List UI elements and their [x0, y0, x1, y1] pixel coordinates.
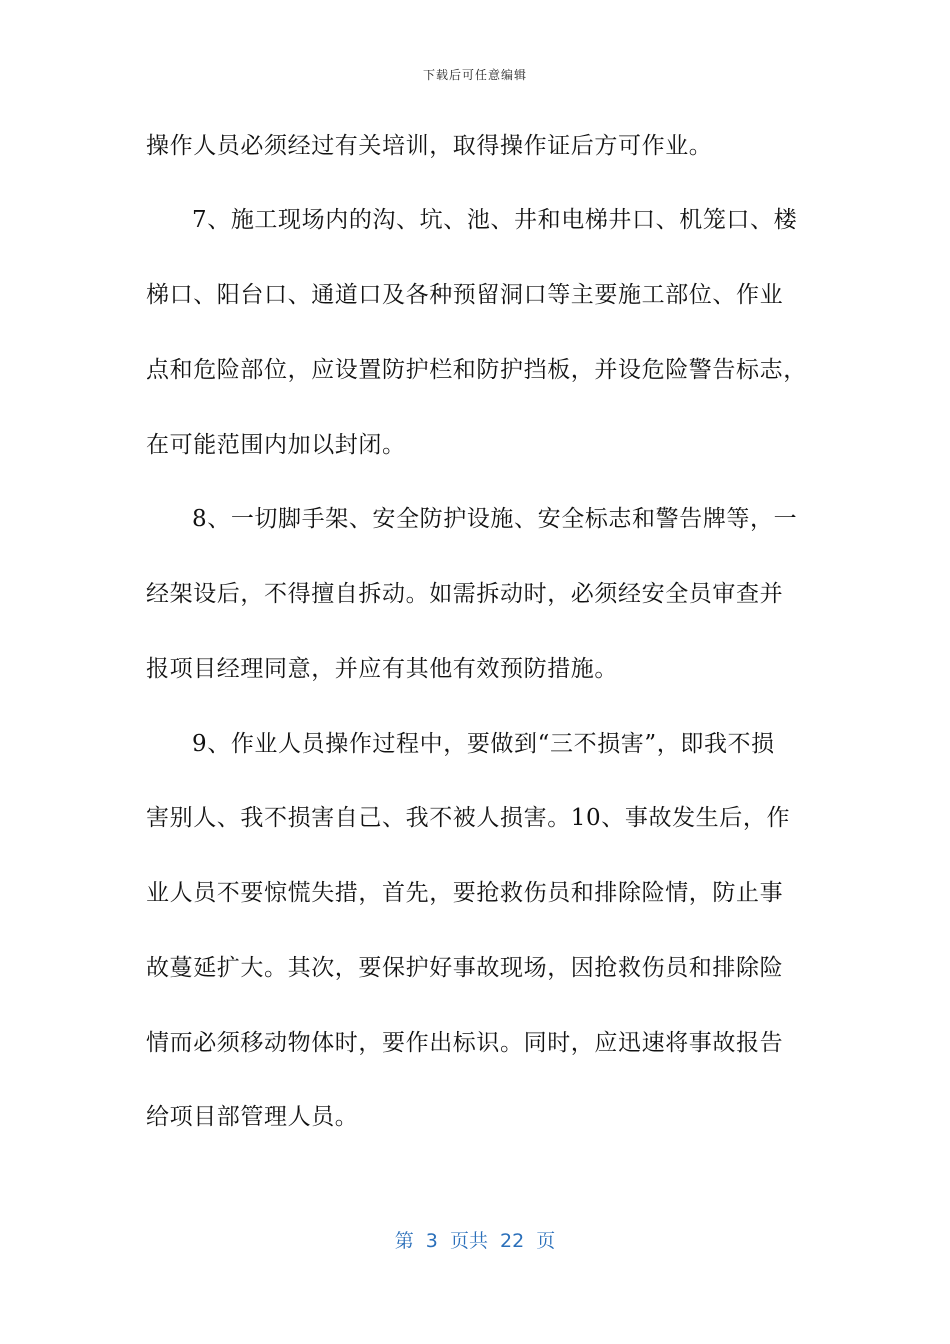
text-line: 报项目经理同意，并应有其他有效预防措施。 — [146, 656, 618, 682]
text-line: 害别人、我不损害自己、我不被人损害。10、事故发生后，作 — [146, 805, 791, 831]
text-line: 故蔓延扩大。其次，要保护好事故现场，因抢救伤员和排除险 — [146, 955, 784, 981]
text-line: 给项目部管理人员。 — [146, 1104, 359, 1130]
text-line: 7、施工现场内的沟、坑、池、井和电梯井口、机笼口、楼 — [192, 207, 798, 233]
text-line: 点和危险部位，应设置防护栏和防护挡板，并设危险警告标志， — [146, 357, 807, 383]
page-footer: 第 3 页共 22 页 — [394, 1230, 556, 1252]
text-line: 8、一切脚手架、安全防护设施、安全标志和警告牌等，一 — [192, 506, 798, 532]
text-line: 在可能范围内加以封闭。 — [146, 432, 406, 458]
text-line: 经架设后，不得擅自拆动。如需拆动时，必须经安全员审查并 — [146, 581, 784, 607]
page-header: 下载后可任意编辑 — [422, 68, 527, 82]
text-line: 操作人员必须经过有关培训，取得操作证后方可作业。 — [146, 133, 713, 159]
text-line: 梯口、阳台口、通道口及各种预留洞口等主要施工部位、作业 — [146, 282, 784, 308]
text-line: 9、作业人员操作过程中，要做到“三不损害”，即我不损 — [192, 731, 775, 757]
text-line: 业人员不要惊慌失措，首先，要抢救伤员和排除险情，防止事 — [146, 880, 784, 906]
text-line: 情而必须移动物体时，要作出标识。同时，应迅速将事故报告 — [146, 1030, 784, 1056]
